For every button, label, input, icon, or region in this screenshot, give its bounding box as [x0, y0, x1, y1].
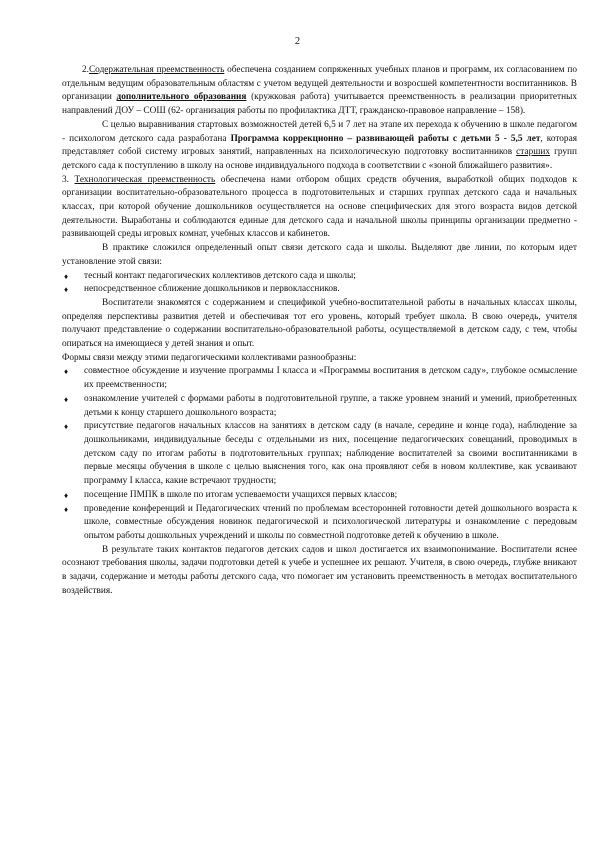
document-body — [62, 64, 577, 598]
bullet-icon: ♦ — [64, 285, 69, 295]
paragraph-content-continuity: 2.Содержательная преемственность обеспечена созданием сопряженных учебных планов и программ, их согласованием по отдельным ведущим образовательным областям с учетом ведущей деятельности и возросшей компетентности воспитанников. В организации дополнительного образования (кружковая работа) учитывается преемственность в реализации приоритетных направлений ДОУ – СОШ (62- организация работы по профилактика ДТТ, гражданско-правовое направление – 158). — [62, 65, 577, 117]
paragraph-teachers: Воспитатели знакомятся с содержанием и спецификой учебно-воспитательной работы в начальных классах школы, определяя перспективы развития детей и обеспечивая тот его уровень, который требует школа. В свою очередь, учителя получают представление о содержании воспитательно-образовательной работы, осуществляемой в детском саду, с тем, чтобы опираться на имеющиеся у детей знания и опыт. — [62, 297, 577, 350]
list-item: ♦ присутствие педагогов начальных классов на занятиях в детском саду (в начале, середине и конце года), наблюдение за дошкольниками, индивидуальные беседы с отдельными из них, посещение педагогических совещаний, проводимых в детском саду по итогам работы в подготовительных группах; наблюдение воспитателей за своими воспитанниками в первые месяцы обучения в школе с целью выяснения того, как она проявляют себя в новом коллективе, как усваивают программу I класса, какие встречают трудности; — [64, 421, 577, 487]
section-number: 3. — [62, 174, 69, 185]
page-number: 2 — [294, 36, 301, 47]
paragraph-forms: Формы связи между этими педагогическими коллективами разнообразны: — [62, 352, 357, 363]
section-title: Технологическая преемственность — [74, 174, 216, 185]
bullet-icon: ♦ — [64, 422, 69, 432]
list-item: ♦ непосредственное сближение дошкольников и первоклассников. — [62, 283, 577, 297]
list-item: ♦ проведение конференций и Педагогических чтений по проблемам всесторонней готовности детей дошкольного возраста к школе, совместные обсуждения новинок педагогической и психологической литературы и ознакомление с передовым опытом работы дошкольных учреждений и школы по совместной подготовке детей к обучению в школе. — [64, 503, 577, 541]
bullet-icon: ♦ — [64, 367, 69, 377]
bullet-icon: ♦ — [64, 490, 69, 500]
bullet-icon: ♦ — [64, 504, 69, 514]
lines-list — [62, 270, 577, 297]
paragraph-program: С целью выравнивания стартовых возможностей детей 6,5 и 7 лет на этапе их перехода к обучению в школе педагогом - психологом детского сада разработана Программа коррекционно – развивающей работы с детьми 5 - 5,5 лет, которая представляет собой систему игровых занятий, направленных на психологическую подготовку воспитанников старших групп детского сада к поступлению в школу на основе индивидуального подхода в соответствии с «зоной ближайшего развития». — [62, 119, 578, 171]
bold-term: дополнительного образования — [116, 92, 247, 103]
section-number: 2. — [82, 65, 89, 75]
paragraph-result: В результате таких контактов педагогов детских садов и школ достигается их взаимопонимание. Воспитатели яснее осознают требования школы, задачи подготовки детей к учебе и успешнее их решают. Учителя, в свою очередь, глубже вникают в задачи, содержание и методы работы детского сада, что помогает им установить преемственность в методах воспитательного воздействия. — [62, 544, 577, 596]
paragraph-technological-continuity: 3. Технологическая преемственность обеспечена нами отбором общих средств обучения, выработкой общих подходов к организации воспитательно-образовательного процесса в подготовительных и старших группах детского сада и начальных классах, при которой обучение дошкольников осуществляется на основе специфических для этого возраста видов детской деятельности. Выработаны и соблюдаются единые для детского сада и начальной школы принципы организации предметно - развивающей среды игровых комнат, учебных классов и кабинетов. — [62, 174, 577, 240]
forms-list — [62, 365, 577, 543]
paragraph-practice: В практике сложился определенный опыт связи детского сада и школы. Выделяют две линии, по которым идет установление этой связи: — [62, 243, 577, 267]
section-title: Содержательная преемственность — [88, 65, 225, 75]
bullet-icon: ♦ — [64, 271, 69, 281]
bullet-icon: ♦ — [64, 394, 69, 404]
list-item: ♦ ознакомление учителей с формами работы в подготовительной группе, а также уровнем знаний и умений, приобретенных детьми к концу старшего дошкольного возраста; — [64, 393, 577, 418]
program-name: Программа коррекционно – развивающей работы с детьми 5 - 5,5 лет — [230, 133, 541, 144]
list-item: ♦ посещение ПМПК в школе по итогам успеваемости учащихся первых классов; — [62, 489, 577, 503]
list-item: ♦ тесный контакт педагогических коллективов детского сада и школы; — [62, 270, 577, 284]
list-item: ♦ совместное обсуждение и изучение программы I класса и «Программы воспитания в детском саду», глубокое осмысление их преемственности; — [64, 366, 577, 391]
